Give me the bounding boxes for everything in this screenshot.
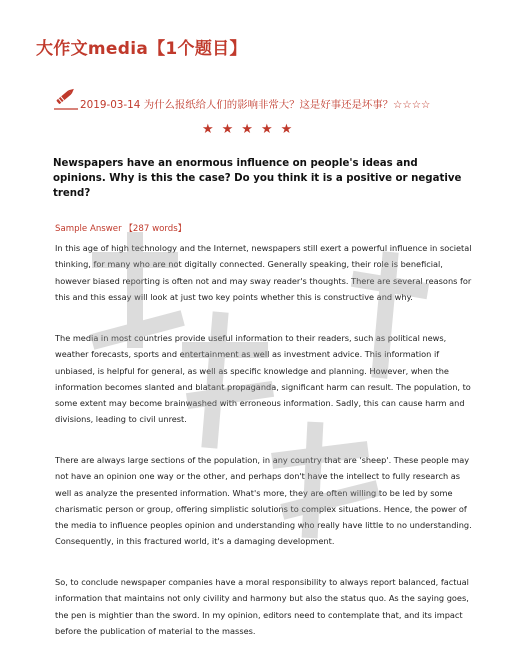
answer-paragraph-3: There are always large sections of the population, in any country that are 'sheep'. These people may not have an opinion one way or the other, and perhaps don't have the intellect to fully research as well as analyze the presented information. What's more, they are often willing to be led by some charismatic person or group, offering simplistic solutions to complex situations. Hence, the power of the media to influence peoples opinion and understanding who really have little to no understanding. Consequently, in this fractured world, it's a damaging development. xyxy=(55,455,472,547)
sample-answer-label: Sample Answer 【287 words】 xyxy=(55,224,187,234)
answer-paragraph-2: The media in most countries provide useful information to their readers, such as political news, weather forecasts, sports and entertainment as well as investment advice. This information if unbiased, is helpful for general, as well as specific knowledge and planning. However, when the information becomes slanted and blatant propaganda, significant harm can result. The population, to some extent may become brainwashed with erroneous information. Sadly, this can cause harm and divisions, leading to civil unrest. xyxy=(55,333,471,425)
pen-icon xyxy=(52,84,78,110)
answer-paragraph-4: So, to conclude newspaper companies have a moral responsibility to always report balanced, factual information that maintains not only civility and harmony but also the status quo. As the saying goes, the pen is mightier than the sword. In my opinion, editors need to contemplate that, and its impact before the publication of material to the masses. xyxy=(55,577,469,636)
essay-question: Newspapers have an enormous influence on people's ideas and opinions. Why is this the case? Do you think it is a positive or negative trend? xyxy=(53,158,462,199)
topic-subtitle: 2019-03-14 为什么报纸给人们的影响非常大？这是好事还是坏事？☆☆☆☆ xyxy=(80,99,431,111)
page-title: 大作文media【1个题目】 xyxy=(36,39,247,59)
rating-stars: ★★★★★ xyxy=(202,122,301,137)
answer-paragraph-1: In this age of high technology and the Internet, newspapers still exert a powerful influence in societal thinking, for many who are not digitally connected. Generally speaking, their role is beneficial, however biased reporting is often not and may sway reader's thoughts. There are several reasons for this and this essay will look at just two key points whether this is constructive and why. xyxy=(55,243,472,302)
